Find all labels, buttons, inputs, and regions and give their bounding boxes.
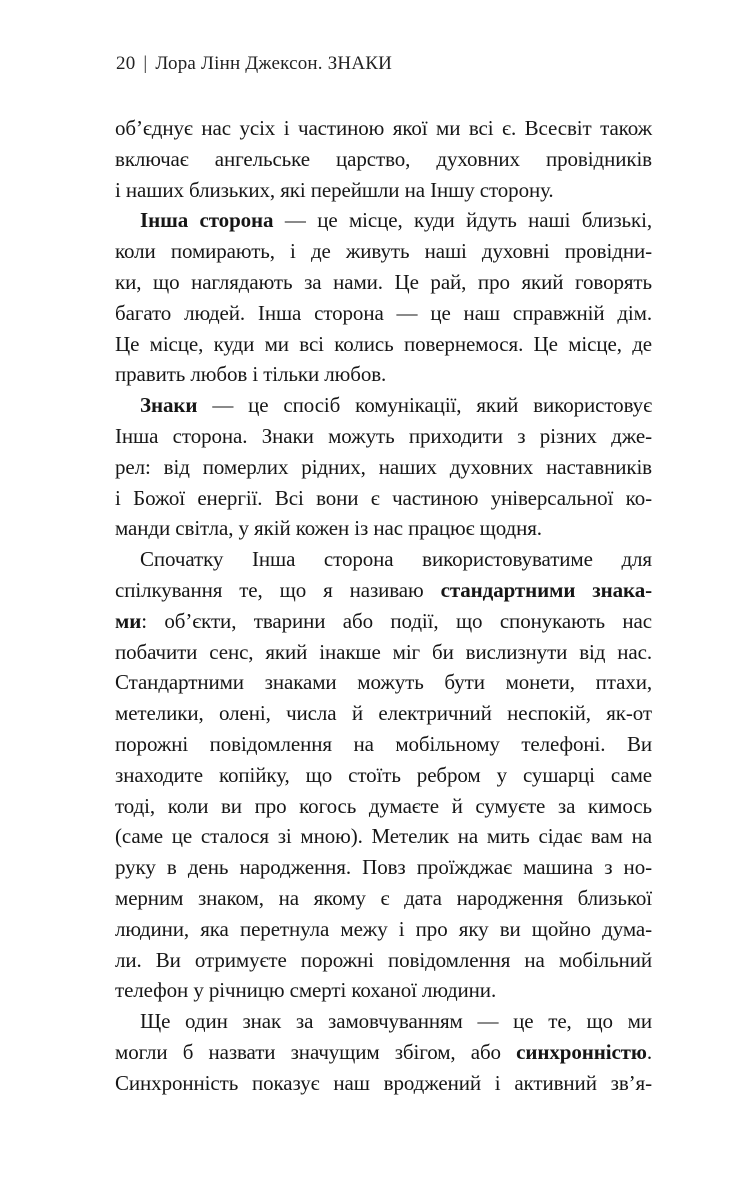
text-line — [115, 452, 652, 483]
bold-text-segment: ми — [115, 608, 142, 633]
text-line — [115, 667, 652, 698]
paragraph — [115, 544, 652, 1006]
text-segment: — це спосіб комунікації, який використовує — [197, 393, 652, 418]
text-segment: руку в день народження. Повз проїжджає машина з но- — [115, 855, 652, 880]
text-line — [115, 513, 652, 544]
text-segment: багато людей. Інша сторона — це наш справжній дім. — [115, 300, 652, 325]
bold-text-segment: Знаки — [140, 393, 198, 418]
text-line — [115, 1068, 652, 1099]
paragraph — [115, 390, 652, 544]
running-title: Лора Лінн Джексон. ЗНАКИ — [155, 53, 393, 74]
text-segment: і наших близьких, які перейшли на Іншу сторону. — [115, 177, 554, 202]
text-segment: править любов і тільки любов. — [115, 362, 387, 387]
text-line — [115, 821, 652, 852]
text-segment: манди світла, у якій кожен із нас працює щодня. — [115, 516, 542, 541]
text-segment: знаходите копійку, що стоїть ребром у сушарці саме — [115, 762, 652, 787]
text-segment: рел: від померлих рідних, наших духовних наставників — [115, 454, 652, 479]
text-line — [115, 975, 652, 1006]
text-line — [115, 359, 652, 390]
page-text — [115, 113, 652, 1099]
text-line — [115, 852, 652, 883]
text-segment: спілкування те, що я називаю — [115, 577, 441, 602]
text-line — [115, 175, 652, 206]
text-segment: людини, яка перетнула межу і про яку ви щойно дума- — [115, 916, 652, 941]
text-line — [115, 606, 652, 637]
text-segment: ки, що наглядають за нами. Це рай, про який говорять — [115, 269, 652, 294]
text-line — [115, 329, 652, 360]
text-line — [115, 791, 652, 822]
bold-text-segment: стандартними знака- — [440, 577, 653, 602]
page-header — [116, 53, 392, 75]
text-segment: об’єднує нас усіх і частиною якої ми всі є. Всесвіт також — [115, 116, 652, 140]
text-segment: могли б назвати значущим збігом, або — [115, 1039, 517, 1064]
text-line — [115, 236, 652, 267]
text-segment: Спочатку Інша сторона використовуватиме для — [140, 547, 652, 572]
text-segment: мерним знаком, на якому є дата народження близької — [115, 885, 652, 910]
text-line — [115, 760, 652, 791]
text-segment: побачити сенс, який інакше міг би вислизнути від нас. — [115, 639, 652, 664]
text-line — [115, 113, 652, 144]
text-segment: Ще один знак за замовчуванням — це те, що ми — [140, 1009, 652, 1034]
text-line — [115, 1037, 652, 1068]
text-line — [115, 144, 652, 175]
text-segment: телефон у річницю смерті коханої людини. — [115, 978, 497, 1003]
text-line — [115, 390, 652, 421]
page-number: 20 — [116, 53, 136, 74]
text-segment: : об’єкти, тварини або події, що спонукають нас — [141, 608, 652, 633]
bold-text-segment: Інша сторона — [140, 208, 274, 233]
text-line — [115, 914, 652, 945]
text-segment: (саме це сталося зі мною). Метелик на мить сідає вам на — [115, 824, 652, 849]
text-segment: — це місце, куди йдуть наші близькі, — [273, 208, 652, 233]
text-line — [115, 544, 652, 575]
text-segment: Синхронність показує наш вроджений і активний зв’я- — [115, 1070, 652, 1095]
text-segment: ли. Ви отримуєте порожні повідомлення на мобільний — [115, 947, 652, 972]
text-segment: Це місце, куди ми всі колись повернемося. Це місце, де — [115, 331, 652, 356]
text-line — [115, 637, 652, 668]
text-segment: Стандартними знаками можуть бути монети, птахи, — [115, 670, 652, 695]
bold-text-segment: синхронністю — [516, 1039, 647, 1064]
text-line — [115, 205, 652, 236]
text-line — [115, 945, 652, 976]
paragraph — [115, 205, 652, 390]
text-line — [115, 883, 652, 914]
text-line — [115, 483, 652, 514]
text-segment: порожні повідомлення на мобільному телефоні. Ви — [115, 731, 652, 756]
text-segment: Інша сторона. Знаки можуть приходити з різних дже- — [115, 423, 652, 448]
text-segment: включає ангельське царство, духовних провідників — [115, 146, 652, 171]
text-line — [115, 729, 652, 760]
text-segment: коли помирають, і де живуть наші духовні провідни- — [115, 239, 652, 264]
header-separator: | — [143, 53, 148, 74]
text-segment: і Божої енергії. Всі вони є частиною універсальної ко- — [115, 485, 652, 510]
text-line — [115, 698, 652, 729]
text-line — [115, 267, 652, 298]
paragraph — [115, 113, 652, 205]
text-segment: . — [646, 1039, 652, 1064]
text-line — [115, 421, 652, 452]
text-segment: тоді, коли ви про когось думаєте й сумуєте за кимось — [115, 793, 652, 818]
text-line — [115, 575, 652, 606]
text-line — [115, 1006, 652, 1037]
text-line — [115, 298, 652, 329]
paragraph — [115, 1006, 652, 1098]
text-segment: метелики, олені, числа й електричний неспокій, як-от — [115, 701, 652, 726]
